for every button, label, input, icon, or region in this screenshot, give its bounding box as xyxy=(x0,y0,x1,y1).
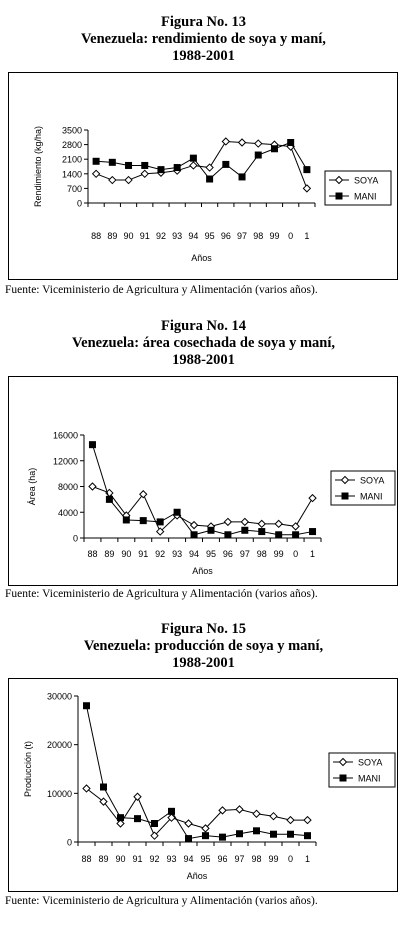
data-point-mani xyxy=(106,496,113,503)
y-tick-label: 8000 xyxy=(57,482,78,492)
data-point-mani xyxy=(292,531,299,538)
x-tick-label: 95 xyxy=(205,549,216,559)
data-point-soya xyxy=(304,817,311,824)
x-tick-label: 96 xyxy=(220,231,231,241)
figure-14-title-line2: Venezuela: área cosechada de soya y maní, xyxy=(72,335,335,351)
data-point-soya xyxy=(134,793,141,800)
data-point-mani xyxy=(141,162,148,169)
x-tick-label: 95 xyxy=(200,854,211,864)
data-point-mani xyxy=(241,527,248,534)
data-point-mani xyxy=(83,702,90,709)
data-point-mani xyxy=(287,139,294,146)
x-tick-label: 89 xyxy=(107,231,118,241)
data-point-mani xyxy=(287,831,294,838)
y-tick-label: 700 xyxy=(66,183,82,194)
legend-label-mani: MANI xyxy=(358,773,381,784)
data-point-mani xyxy=(206,176,213,183)
y-tick-label: 0 xyxy=(76,198,82,209)
figure-14-chart-frame xyxy=(8,376,398,586)
x-tick-label: 1 xyxy=(304,854,311,864)
figure-15-chart xyxy=(9,679,397,891)
x-tick-label: 92 xyxy=(149,854,160,864)
data-point-mani xyxy=(255,152,262,159)
x-tick-label: 94 xyxy=(183,854,194,864)
x-axis-title: Años xyxy=(186,871,208,881)
y-tick-label: 1400 xyxy=(61,169,82,180)
data-point-mani xyxy=(134,815,141,822)
legend-marker-mani xyxy=(342,493,349,500)
x-tick-label: 88 xyxy=(81,854,92,864)
data-point-mani xyxy=(109,159,116,166)
data-point-soya xyxy=(109,177,116,184)
legend-marker-mani xyxy=(336,193,343,200)
y-tick-label: 10000 xyxy=(46,788,72,799)
data-point-mani xyxy=(89,441,96,448)
figure-13-chart xyxy=(9,73,397,279)
data-point-mani xyxy=(168,808,175,815)
data-point-soya xyxy=(224,518,231,525)
data-point-mani xyxy=(275,531,282,538)
figure-14-source: Fuente: Viceministerio de Agricultura y Alimentación (varios años). xyxy=(5,588,318,600)
y-tick-label: 3500 xyxy=(61,125,82,136)
data-point-soya xyxy=(309,495,316,502)
data-point-soya xyxy=(275,520,282,527)
x-tick-label: 93 xyxy=(172,231,183,241)
y-axis-title: Área (ha) xyxy=(27,467,37,506)
y-tick-label: 4000 xyxy=(57,507,78,518)
data-point-soya xyxy=(287,817,294,824)
x-tick-label: 88 xyxy=(87,549,98,559)
x-tick-label: 91 xyxy=(132,854,143,864)
x-tick-label: 98 xyxy=(251,854,262,864)
x-tick-label: 91 xyxy=(139,231,150,241)
data-point-soya xyxy=(258,520,265,527)
y-tick-label: 2100 xyxy=(61,154,82,165)
y-tick-label: 0 xyxy=(66,837,72,848)
y-axis-title: Rendimiento (kg/ha) xyxy=(33,125,43,208)
x-tick-label: 97 xyxy=(234,854,245,864)
figure-14-title-line3: 1988-2001 xyxy=(172,352,235,368)
data-point-mani xyxy=(303,166,310,173)
data-point-mani xyxy=(117,814,124,821)
x-tick-label: 98 xyxy=(253,231,264,241)
legend-label-soya: SOYA xyxy=(360,475,385,486)
data-point-mani xyxy=(123,516,130,523)
data-point-mani xyxy=(93,158,100,165)
x-tick-label: 96 xyxy=(222,549,233,559)
x-tick-label: 1 xyxy=(310,549,316,559)
data-point-mani xyxy=(253,827,260,834)
data-point-mani xyxy=(202,832,209,839)
figure-13-title-line2: Venezuela: rendimiento de soya y maní, xyxy=(81,31,326,47)
data-point-mani xyxy=(100,784,107,791)
x-tick-label: 88 xyxy=(91,231,102,241)
y-tick-label: 16000 xyxy=(52,430,78,441)
x-tick-label: 0 xyxy=(293,549,299,559)
y-tick-label: 2800 xyxy=(61,140,82,151)
data-point-soya xyxy=(206,164,213,171)
x-tick-label: 90 xyxy=(121,549,132,559)
x-axis-title: Años xyxy=(192,566,213,576)
data-point-mani xyxy=(174,164,181,171)
figure-13-chart-frame xyxy=(8,72,398,280)
y-tick-label: 12000 xyxy=(52,456,78,467)
data-point-soya xyxy=(303,185,310,192)
data-point-soya xyxy=(93,170,100,177)
x-tick-label: 90 xyxy=(123,231,134,241)
data-point-mani xyxy=(174,509,181,516)
x-tick-label: 97 xyxy=(237,231,248,241)
data-point-soya xyxy=(239,139,246,146)
x-tick-label: 95 xyxy=(204,231,215,241)
data-point-mani xyxy=(125,162,132,169)
x-tick-label: 93 xyxy=(172,549,183,559)
data-point-soya xyxy=(255,140,262,147)
data-point-mani xyxy=(258,528,265,535)
x-tick-label: 99 xyxy=(273,549,284,559)
data-point-soya xyxy=(191,522,198,529)
data-point-mani xyxy=(219,834,226,841)
data-point-soya xyxy=(190,162,197,169)
y-axis-title: Producción (t) xyxy=(23,740,33,798)
figure-13-title-line3: 1988-2001 xyxy=(172,48,235,64)
x-tick-label: 94 xyxy=(188,231,199,241)
x-tick-label: 97 xyxy=(239,549,250,559)
figure-14-title-line1: Figura No. 14 xyxy=(161,318,246,334)
data-point-mani xyxy=(151,820,158,827)
x-tick-label: 98 xyxy=(256,549,267,559)
data-point-mani xyxy=(309,528,316,535)
data-point-mani xyxy=(236,830,243,837)
legend-label-soya: SOYA xyxy=(354,175,379,186)
figure-14-title xyxy=(0,318,407,369)
data-point-soya xyxy=(125,177,132,184)
legend-label-mani: MANI xyxy=(360,491,383,502)
data-point-soya xyxy=(236,806,243,813)
x-tick-label: 1 xyxy=(304,231,310,241)
y-tick-label: 30000 xyxy=(46,691,72,702)
x-tick-label: 99 xyxy=(269,231,280,241)
data-point-soya xyxy=(270,813,277,820)
figure-15-title-line1: Figura No. 15 xyxy=(161,621,246,637)
data-point-mani xyxy=(222,161,229,168)
x-tick-label: 0 xyxy=(288,231,294,241)
x-tick-label: 91 xyxy=(138,549,149,559)
data-point-soya xyxy=(222,138,229,145)
x-tick-label: 90 xyxy=(115,854,126,864)
data-point-mani xyxy=(239,173,246,180)
figure-15-title-line3: 1988-2001 xyxy=(172,655,235,671)
data-point-mani xyxy=(270,831,277,838)
data-point-soya xyxy=(241,518,248,525)
data-point-soya xyxy=(253,810,260,817)
x-tick-label: 93 xyxy=(166,854,177,864)
figure-14-chart xyxy=(9,377,397,585)
series-line-soya xyxy=(87,788,308,835)
x-tick-label: 89 xyxy=(98,854,109,864)
legend-marker-mani xyxy=(340,775,347,782)
figure-13-source: Fuente: Viceministerio de Agricultura y Alimentación (varios años). xyxy=(5,284,318,296)
data-point-mani xyxy=(185,835,192,842)
figure-15-source: Fuente: Viceministerio de Agricultura y Alimentación (varios años). xyxy=(5,895,318,907)
data-point-soya xyxy=(185,820,192,827)
figure-13-title-line1: Figura No. 13 xyxy=(161,14,246,30)
data-point-mani xyxy=(191,531,198,538)
data-point-mani xyxy=(271,145,278,152)
data-point-soya xyxy=(141,170,148,177)
x-tick-label: 92 xyxy=(155,549,166,559)
figure-15-title xyxy=(0,621,407,672)
x-tick-label: 96 xyxy=(217,854,228,864)
figure-15-title-line2: Venezuela: producción de soya y maní, xyxy=(83,638,324,654)
data-point-mani xyxy=(304,832,311,839)
data-point-mani xyxy=(190,155,197,162)
x-tick-label: 89 xyxy=(104,549,115,559)
data-point-mani xyxy=(157,518,164,525)
y-tick-label: 0 xyxy=(72,533,78,544)
x-tick-label: 94 xyxy=(189,549,200,559)
x-tick-label: 0 xyxy=(287,854,294,864)
data-point-soya xyxy=(89,483,96,490)
data-point-mani xyxy=(207,527,214,534)
figure-13-title xyxy=(0,14,407,65)
data-point-soya xyxy=(292,523,299,530)
y-tick-label: 20000 xyxy=(46,740,72,751)
figure-15-chart-frame xyxy=(8,678,398,892)
data-point-mani xyxy=(157,166,164,173)
legend-label-mani: MANI xyxy=(354,191,377,202)
data-point-mani xyxy=(224,531,231,538)
legend-label-soya: SOYA xyxy=(358,757,383,768)
x-tick-label: 99 xyxy=(268,854,279,864)
x-axis-title: Años xyxy=(191,253,212,263)
x-tick-label: 92 xyxy=(155,231,166,241)
data-point-mani xyxy=(140,517,147,524)
